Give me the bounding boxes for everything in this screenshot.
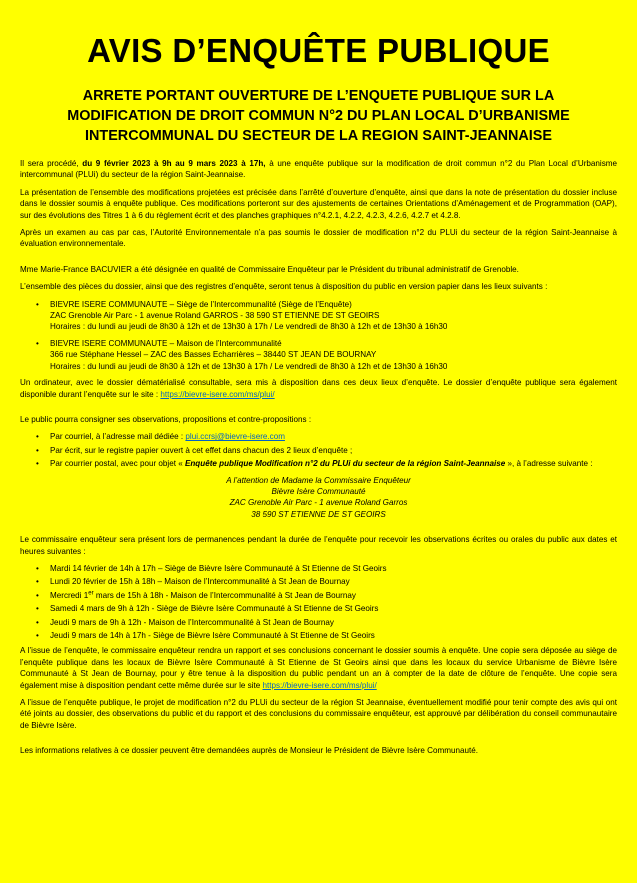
permanence-item: • Lundi 20 février de 15h à 18h – Maison de l’Intercommunalité à St Jean de Bournay bbox=[50, 576, 617, 587]
permanence-item: • Jeudi 9 mars de 14h à 17h - Siège de Bièvre Isère Communauté à St Etienne de St Geoirs bbox=[50, 630, 617, 641]
observations-intro: Le public pourra consigner ses observations, propositions et contre-propositions : bbox=[20, 414, 312, 424]
permanence-item: • Jeudi 9 mars de 9h à 12h - Maison de l’Intercommunalité à St Jean de Bournay bbox=[50, 617, 617, 628]
observation-by-register: • Par écrit, sur le registre papier ouvert à cet effet dans chacun des 2 lieux d’enquête ; bbox=[50, 445, 617, 456]
mail-object: Enquête publique Modification n°2 du PLUi du secteur de la région Saint-Jeannaise bbox=[184, 459, 506, 469]
dossier-intro: L’ensemble des pièces du dossier, ainsi que des registres d’enquête, seront tenus à disposition du public en version papier dans les lieux suivants : bbox=[20, 282, 548, 292]
inquiry-dates: du 9 février 2023 à 9h au 9 mars 2023 à 17h, bbox=[82, 159, 266, 168]
permanence-item: • Mardi 14 février de 14h à 17h – Siège de Bièvre Isère Communauté à St Etienne de St Geoirs bbox=[50, 563, 617, 574]
permanences-list bbox=[20, 563, 617, 641]
report-paragraph: A l’issue de l’enquête, le commissaire enquêteur rendra un rapport et ses conclusions concernant le dossier soumis à enquête. Une copie sera déposée au siège de l’enquête publique dans les locaux de Bièvre Isère Communauté à St Etienne de St Geoirs ainsi que dans les locaux du service Urbanisme de Bièvre Isère Communauté à St Jean de Bournay, pour y être tenue à la disposition du public pendant un an à compter de la date de clôture de l’enquête. Une copie sera également mise à disposition pendant cette même durée sur le site https://bievre-isere.com/ms/plui/ bbox=[20, 646, 617, 690]
consultation-places-list bbox=[20, 299, 617, 372]
intro-paragraph-1: Il sera procédé, du 9 février 2023 à 9h au 9 mars 2023 à 17h, à une enquête publique sur la modification de droit commun n°2 du Plan Local d’Urbanisme intercommunal (PLUi) du secteur de la région Saint-Jeannaise. bbox=[20, 159, 617, 180]
digital-dossier-paragraph: Un ordinateur, avec le dossier dématérialisé consultable, sera mis à disposition dans ces deux lieux d’enquête. Le dossier d’enquête publique sera également disponible durant l’enquête sur le site : https://bievre-isere.com/ms/plui/ bbox=[20, 378, 617, 399]
information-paragraph: Les informations relatives à ce dossier peuvent être demandées auprès de Monsieur le Président de Bièvre Isère Communauté. bbox=[20, 746, 478, 756]
commissioner-paragraph: Mme Marie-France BACUVIER a été désignée en qualité de Commissaire Enquêteur par le Président du tribunal administratif de Grenoble. bbox=[20, 264, 519, 274]
consultation-place-2: • BIEVRE ISERE COMMUNAUTE – Maison de l’Intercommunalité 366 rue Stéphane Hessel – ZAC des Basses Echarrières – 38440 ST JEAN DE BOURNAY Horaires : du lundi au jeudi de 8h30 à 12h et de 13h30 à 17h / Le vendredi de 8h30 à 12h et de 13h30 à 16h30 bbox=[50, 338, 617, 372]
report-website-link[interactable]: https://bievre-isere.com/ms/plui/ bbox=[262, 680, 377, 690]
postal-address: A l’attention de Madame la Commissaire Enquêteur Bièvre Isère Communauté ZAC Grenoble Air Parc - 1 avenue Roland Garros 38 590 ST ETIENNE DE ST GEOIRS bbox=[226, 475, 411, 519]
consultation-place-1: • BIEVRE ISERE COMMUNAUTE – Siège de l’Intercommunalité (Siège de l’Enquête) ZAC Grenoble Air Parc - 1 avenue Roland GARROS - 38 590 ST ETIENNE DE ST GEOIRS Horaires : du lundi au jeudi de 8h30 à 12h et de 13h30 à 17h / Le vendredi de 8h30 à 12h et de 13h30 à 16h30 bbox=[50, 299, 617, 333]
subtitle-line-1: ARRETE PORTANT OUVERTURE DE L’ENQUETE PUBLIQUE SUR LA bbox=[82, 88, 555, 104]
plui-website-link[interactable]: https://bievre-isere.com/ms/plui/ bbox=[160, 389, 275, 399]
approval-paragraph: A l’issue de l’enquête publique, le projet de modification n°2 du PLUi du secteur de la région St Jeannaise, éventuellement modifié pour tenir compte des avis qui ont été joints au dossier, des observations du public et du rapport et des conclusions du commissaire enquêteur, est approuvé par délibération du conseil communautaire de Bièvre Isère. bbox=[20, 698, 617, 730]
subtitle-line-2: MODIFICATION DE DROIT COMMUN N°2 DU PLAN LOCAL D’URBANISME bbox=[67, 108, 570, 124]
notice-title: AVIS D’ENQUÊTE PUBLIQUE bbox=[87, 32, 550, 69]
intro-paragraph-3: Après un examen au cas par cas, l’Autorité Environnementale n’a pas soumis le dossier de modification n°2 du PLUi du secteur de la région Saint-Jeannaise à évaluation environnementale. bbox=[20, 228, 617, 249]
permanence-item: • Mercredi 1er mars de 15h à 18h - Maison de l’Intercommunalité à St Jean de Bournay bbox=[50, 590, 617, 601]
observation-by-email: • Par courriel, à l’adresse mail dédiée : plui.ccrsj@bievre-isere.com bbox=[50, 431, 617, 442]
permanences-intro: Le commissaire enquêteur sera présent lors de permanences pendant la durée de l’enquête pour recevoir les observations écrites ou orales du public aux dates et heures suivantes : bbox=[20, 535, 617, 556]
notice-body bbox=[20, 158, 617, 757]
observation-by-post: • Par courrier postal, avec pour objet « Enquête publique Modification n°2 du PLUi du secteur de la région Saint-Jeannaise », à l’adresse suivante : bbox=[50, 458, 617, 469]
email-link[interactable]: plui.ccrsj@bievre-isere.com bbox=[185, 432, 285, 442]
subtitle-line-3: INTERCOMMUNAL DU SECTEUR DE LA REGION SAINT-JEANNAISE bbox=[85, 128, 552, 144]
intro-paragraph-2: La présentation de l’ensemble des modifications projetées est précisée dans l’arrêté d’ouverture d’enquête, ainsi que dans la note de présentation du dossier incluse dans le dossier soumis à enquête publique. Ces modifications porteront sur des ajustements de certaines Orientations d’Aménagement et de Programmation (OAP), sur des évolutions des Titres 1 à 6 du règlement écrit et des planches graphiques n°4.2.1, 4.2.2, 4.2.3, 4.2.6, 4.2.7 et 4.2.8. bbox=[20, 187, 617, 220]
decree-subtitle bbox=[20, 86, 617, 146]
observations-methods-list bbox=[20, 431, 617, 469]
permanence-item: • Samedi 4 mars de 9h à 12h - Siège de Bièvre Isère Communauté à St Etienne de St Geoirs bbox=[50, 603, 617, 614]
